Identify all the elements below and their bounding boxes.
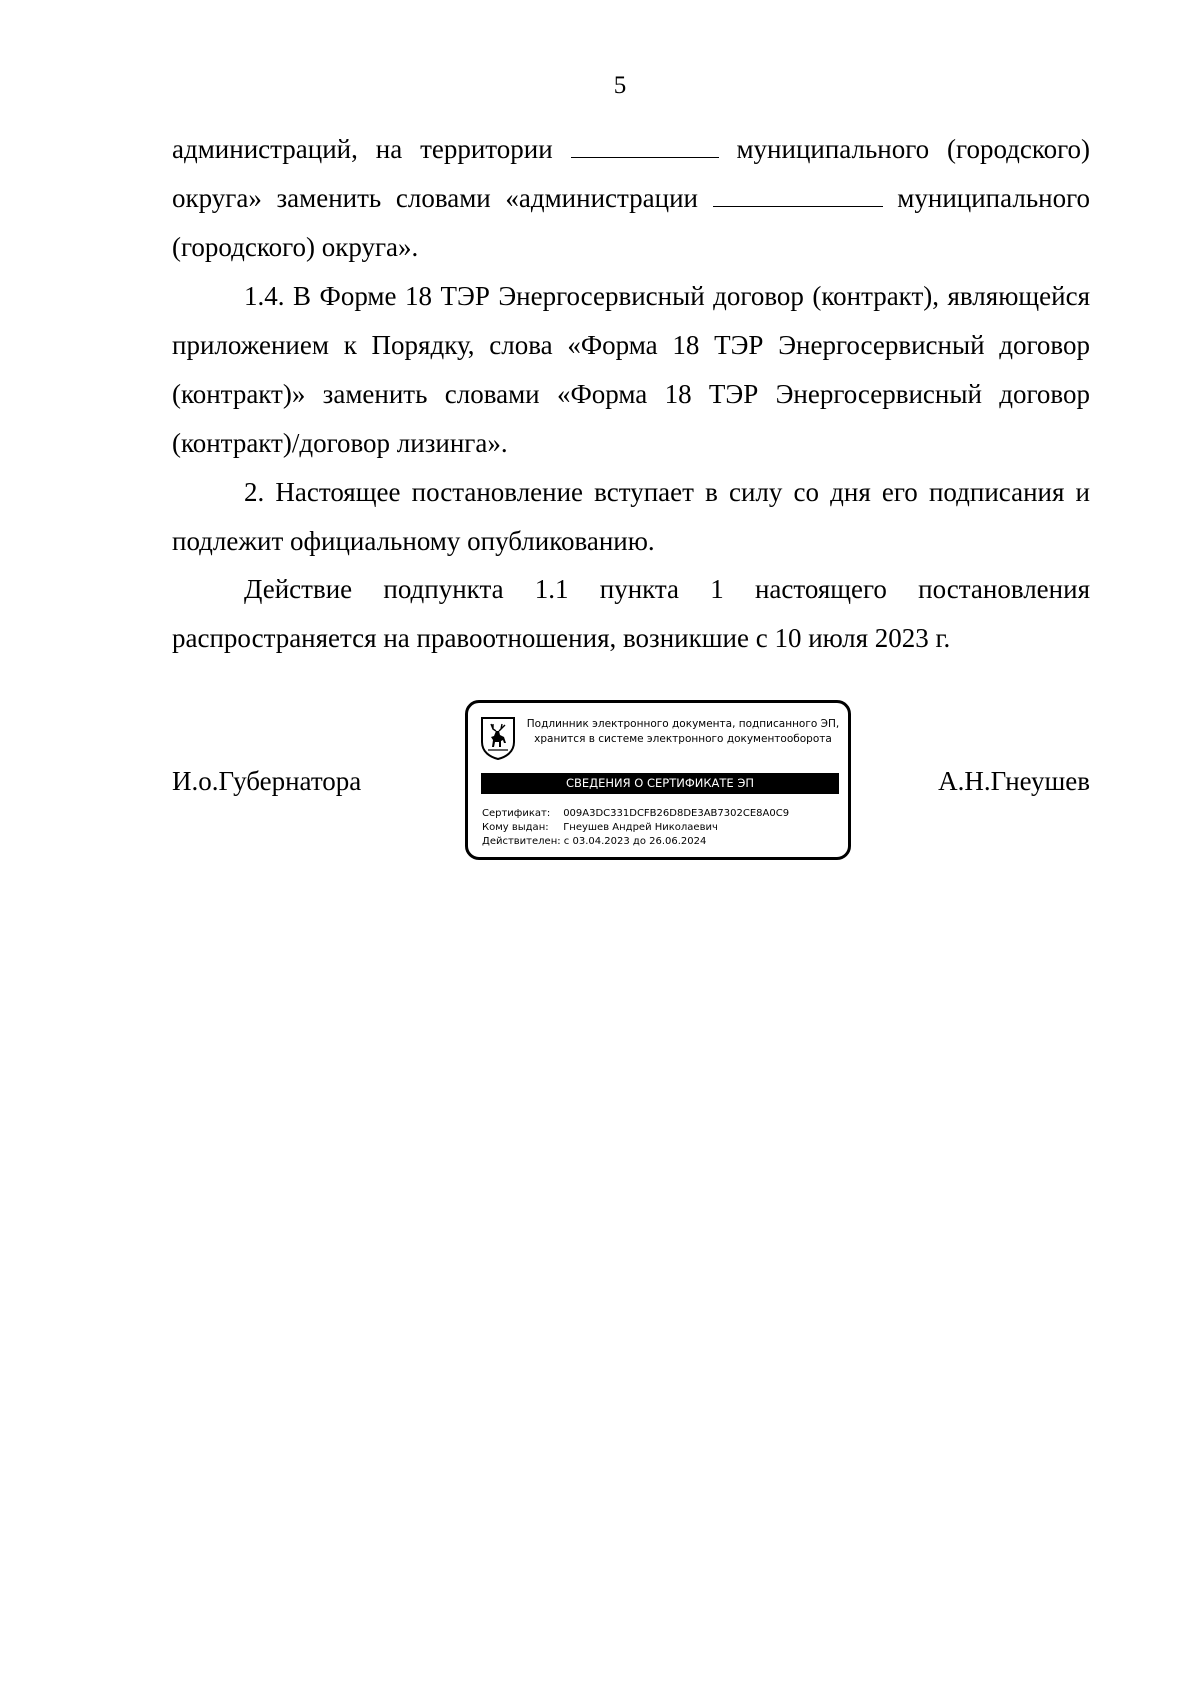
stamp-details xyxy=(482,807,789,849)
page-number: 5 xyxy=(613,72,627,99)
paragraph-1-line-2: округа» заменить словами «администрации муниципального xyxy=(172,183,1090,213)
coat-of-arms-deer-icon xyxy=(480,716,516,760)
paragraph-3-text: 2. Настоящее постановление вступает в силу со дня его подписания и подлежит официальному опубликованию. xyxy=(172,477,1090,556)
paragraph-1-line-3: (городского) округа». xyxy=(172,232,419,262)
electronic-signature-stamp xyxy=(465,700,851,860)
paragraph-4-text: Действие подпункта 1.1 пункта 1 настоящего постановления распространяется на правоотношения, возникшие с 10 июля 2023 г. xyxy=(172,574,1090,653)
blank-field xyxy=(713,184,883,207)
stamp-header: Подлинник электронного документа, подписанного ЭП, хранится в системе электронного документооборота xyxy=(526,718,840,745)
blank-field xyxy=(571,135,719,158)
signatory-name: А.Н.Гнеушев xyxy=(938,766,1090,796)
stamp-title-bar: СВЕДЕНИЯ О СЕРТИФИКАТЕ ЭП xyxy=(481,773,839,794)
paragraph-2 xyxy=(172,272,1090,468)
paragraph-3 xyxy=(172,468,1090,566)
certificate-row: Сертификат: 009A3DC331DCFB26D8DE3AB7302CE8A0C9 xyxy=(482,808,790,819)
paragraph-4 xyxy=(172,565,1090,663)
signatory-title: И.о.Губернатора xyxy=(172,766,362,796)
issued-to-row: Кому выдан: Гнеушев Андрей Николаевич xyxy=(482,822,718,833)
paragraph-2-text: 1.4. В Форме 18 ТЭР Энергосервисный договор (контракт), являющейся приложением к Порядку, слова «Форма 18 ТЭР Энергосервисный договор (контракт)» заменить словами «Форма 18 ТЭР Энергосервисный договор (контракт)/договор лизинга». xyxy=(172,281,1090,458)
valid-row: Действителен: с 03.04.2023 до 26.06.2024 xyxy=(482,836,707,847)
paragraph-1 xyxy=(172,125,1090,272)
paragraph-1-line-1: администраций, на территории муниципального (городского) xyxy=(172,134,1091,164)
